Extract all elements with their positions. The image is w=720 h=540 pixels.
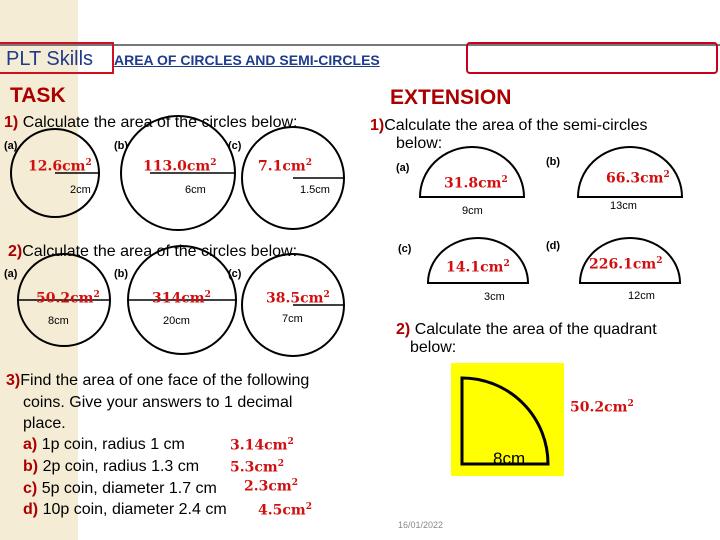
quadrant-answer: $50.2cm^2$ (570, 399, 634, 416)
ext-dim-a: 9cm (462, 205, 483, 217)
ext-answer-d: $226.1cm^2$ (589, 256, 663, 273)
extension-heading: EXTENSION (390, 86, 512, 109)
answer-1a: $12.6cm^2$ (28, 158, 92, 175)
dim-1c: 1.5cm (300, 184, 330, 196)
coin-c: c) 5p coin, diameter 1.7 cm (23, 480, 217, 497)
coin-answer-a: $3.14cm^2$ (230, 437, 294, 454)
label-2a: (a) (4, 268, 18, 280)
label-1a: (a) (4, 140, 18, 152)
ext-answer-b: $66.3cm^2$ (606, 170, 670, 187)
task-q1-question (4, 114, 298, 132)
task-q3-number: 3) (6, 372, 21, 389)
task-q2-text: Calculate the area of the circles below: (22, 243, 298, 260)
ext-label-b: (b) (546, 156, 561, 168)
task-q3-line-1: Find the area of one face of the following (20, 372, 310, 389)
dim-1a: 2cm (70, 184, 91, 196)
ext-dim-d: 12cm (628, 290, 655, 302)
plt-label: PLT Skills (6, 48, 94, 70)
ext-q1-question (370, 117, 647, 153)
ext-q2-line-1: Calculate the area of the quadrant (414, 321, 657, 338)
label-1c: (c) (228, 140, 242, 152)
page-title: AREA OF CIRCLES AND SEMI-CIRCLES (114, 52, 380, 68)
answer-2a: $50.2cm^2$ (36, 290, 100, 307)
label-1b: (b) (114, 140, 129, 152)
task-q2-question (8, 243, 297, 261)
answer-1c: $7.1cm^2$ (258, 158, 312, 175)
task-q3 (6, 370, 309, 435)
answer-2c: $38.5cm^2$ (266, 290, 330, 307)
ext-q2-line-2: below: (410, 339, 457, 356)
coin-answer-d: $4.5cm^2$ (258, 502, 312, 519)
answer-1b: $113.0cm^2$ (143, 158, 217, 175)
ext-label-c: (c) (398, 243, 412, 255)
coin-answer-c: $2.3cm^2$ (244, 478, 298, 495)
quadrant-dim: 8cm (493, 449, 526, 468)
ext-q1-line-1: Calculate the area of the semi-circles (384, 117, 648, 134)
coin-d: d) 10p coin, diameter 2.4 cm (23, 501, 227, 518)
dim-2c: 7cm (282, 313, 303, 325)
task-heading: TASK (10, 84, 66, 107)
answer-2b: $314cm^2$ (152, 290, 211, 307)
task-q2-number: 2) (8, 243, 23, 260)
coin-a: a) 1p coin, radius 1 cm (23, 436, 185, 453)
dim-2a: 8cm (48, 315, 69, 327)
ext-label-d: (d) (546, 240, 561, 252)
task-q3-line-3: place. (23, 415, 66, 432)
task-q3-line-2: coins. Give your answers to 1 decimal (23, 393, 293, 411)
dim-2b: 20cm (163, 315, 190, 327)
dim-1b: 6cm (185, 184, 206, 196)
ext-q1-number: 1) (370, 117, 385, 134)
ext-answer-a: $31.8cm^2$ (444, 175, 508, 192)
footer-date: 16/01/2022 (398, 520, 444, 530)
coin-answer-b: $5.3cm^2$ (230, 459, 284, 476)
ext-dim-b: 13cm (610, 200, 637, 212)
ext-dim-c: 3cm (484, 291, 505, 303)
ext-answer-c: $14.1cm^2$ (446, 259, 510, 276)
task-q1-text: Calculate the area of the circles below: (22, 114, 298, 131)
coin-b: b) 2p coin, radius 1.3 cm (23, 458, 200, 475)
label-2c: (c) (228, 268, 242, 280)
ext-q2-number: 2) (396, 321, 411, 338)
task-q1-number: 1) (4, 114, 19, 131)
label-2b: (b) (114, 268, 129, 280)
ext-label-a: (a) (396, 162, 410, 174)
ext-q2-question (396, 321, 657, 357)
ext-q1-line-2: below: (396, 135, 443, 152)
